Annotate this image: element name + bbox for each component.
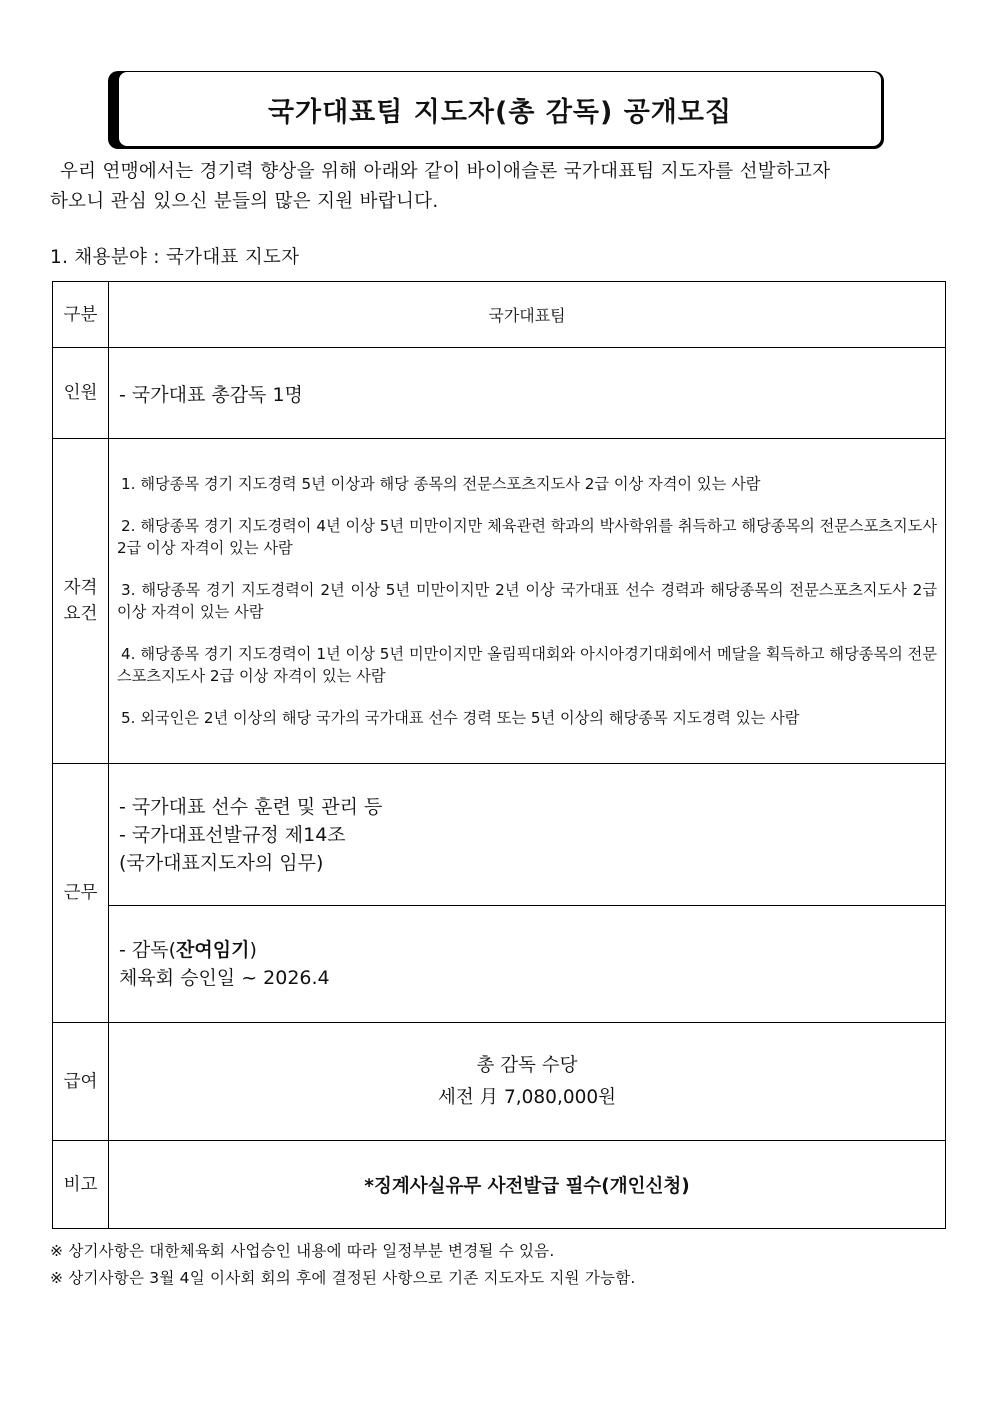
header-label: 구분 [53, 282, 109, 348]
qualification-list [109, 439, 946, 764]
salary-label: 급여 [53, 1023, 109, 1141]
qualification-item-1: 1. 해당종목 경기 지도경력 5년 이상과 해당 종목의 전문스포츠지도사 2급 이상 자격이 있는 사람 [121, 475, 761, 493]
salary-line-2: 세전 月 7,080,000원 [437, 1086, 617, 1108]
work-duties-line-3: (국가대표지도자의 임무) [119, 851, 324, 874]
salary-line-1: 총 감독 수당 [476, 1054, 578, 1076]
qualification-item-5: 5. 외국인은 2년 이상의 해당 국가의 국가대표 선수 경력 또는 5년 이상의 해당종목 지도경력 있는 사람 [121, 709, 800, 727]
table-row-qualification [53, 439, 946, 764]
qualification-item-2: 2. 해당종목 경기 지도경력이 4년 이상 5년 미만이지만 체육관련 학과의 박사학위를 취득하고 해당종목의 전문스포츠지도사 2급 이상 자격이 있는 사람 [117, 517, 937, 557]
work-label: 근무 [53, 764, 109, 1023]
table-row-salary [53, 1023, 946, 1141]
work-duties-line-1: - 국가대표 선수 훈련 및 관리 등 [119, 795, 383, 818]
personnel-value: - 국가대표 총감독 1명 [109, 348, 946, 439]
qualification-item-4: 4. 해당종목 경기 지도경력이 1년 이상 5년 미만이지만 올림픽대회와 아시아경기대회에서 메달을 획득하고 해당종목의 전문스포츠지도사 2급 이상 자격이 있는 사람 [117, 645, 937, 685]
intro-paragraph [50, 157, 945, 217]
qualification-label-line-1: 자격 [63, 578, 98, 598]
intro-line-1: 우리 연맹에서는 경기력 향상을 위해 아래와 같이 바이애슬론 국가대표팀 지도자를 선발하고자 [60, 161, 831, 182]
table-row-personnel [53, 348, 946, 439]
work-term-bold: 잔여임기 [176, 939, 250, 961]
work-duties [109, 764, 946, 906]
footnote-2: ※ 상기사항은 3월 4일 이사회 회의 후에 결정된 사항으로 기존 지도자도 지원 가능함. [50, 1269, 636, 1287]
table-row-work-duties [53, 764, 946, 906]
salary-value [109, 1023, 946, 1141]
personnel-label: 인원 [53, 348, 109, 439]
page-title: 국가대표팀 지도자(총 감독) 공개모집 [267, 96, 733, 128]
header-value: 국가대표팀 [109, 282, 946, 348]
footnotes [50, 1238, 636, 1292]
work-term-suffix: ) [249, 939, 257, 961]
remarks-label: 비고 [53, 1141, 109, 1229]
work-term-line-1 [119, 936, 945, 964]
footnote-1: ※ 상기사항은 대한체육회 사업승인 내용에 따라 일정부분 변경될 수 있음. [50, 1242, 555, 1260]
table-row-remarks [53, 1141, 946, 1229]
qualification-label [53, 439, 109, 764]
work-duties-line-2: - 국가대표선발규정 제14조 [119, 823, 346, 846]
intro-line-2: 하오니 관심 있으신 분들의 많은 지원 바랍니다. [50, 191, 439, 212]
work-term-line-2: 체육회 승인일 ~ 2026.4 [119, 967, 330, 989]
work-term-prefix: - 감독( [119, 939, 177, 961]
work-term [109, 906, 946, 1023]
qualification-item-3: 3. 해당종목 경기 지도경력이 2년 이상 5년 미만이지만 2년 이상 국가대표 선수 경력과 해당종목의 전문스포츠지도사 2급 이상 자격이 있는 사람 [117, 581, 937, 621]
table-row-header [53, 282, 946, 348]
recruitment-table [52, 281, 946, 1229]
remarks-value: *징계사실유무 사전발급 필수(개인신청) [109, 1141, 946, 1229]
table-row-work-term [53, 906, 946, 1023]
title-box [118, 71, 882, 147]
qualification-label-line-2: 요건 [63, 604, 98, 624]
section-heading: 1. 채용분야 : 국가대표 지도자 [50, 247, 300, 268]
